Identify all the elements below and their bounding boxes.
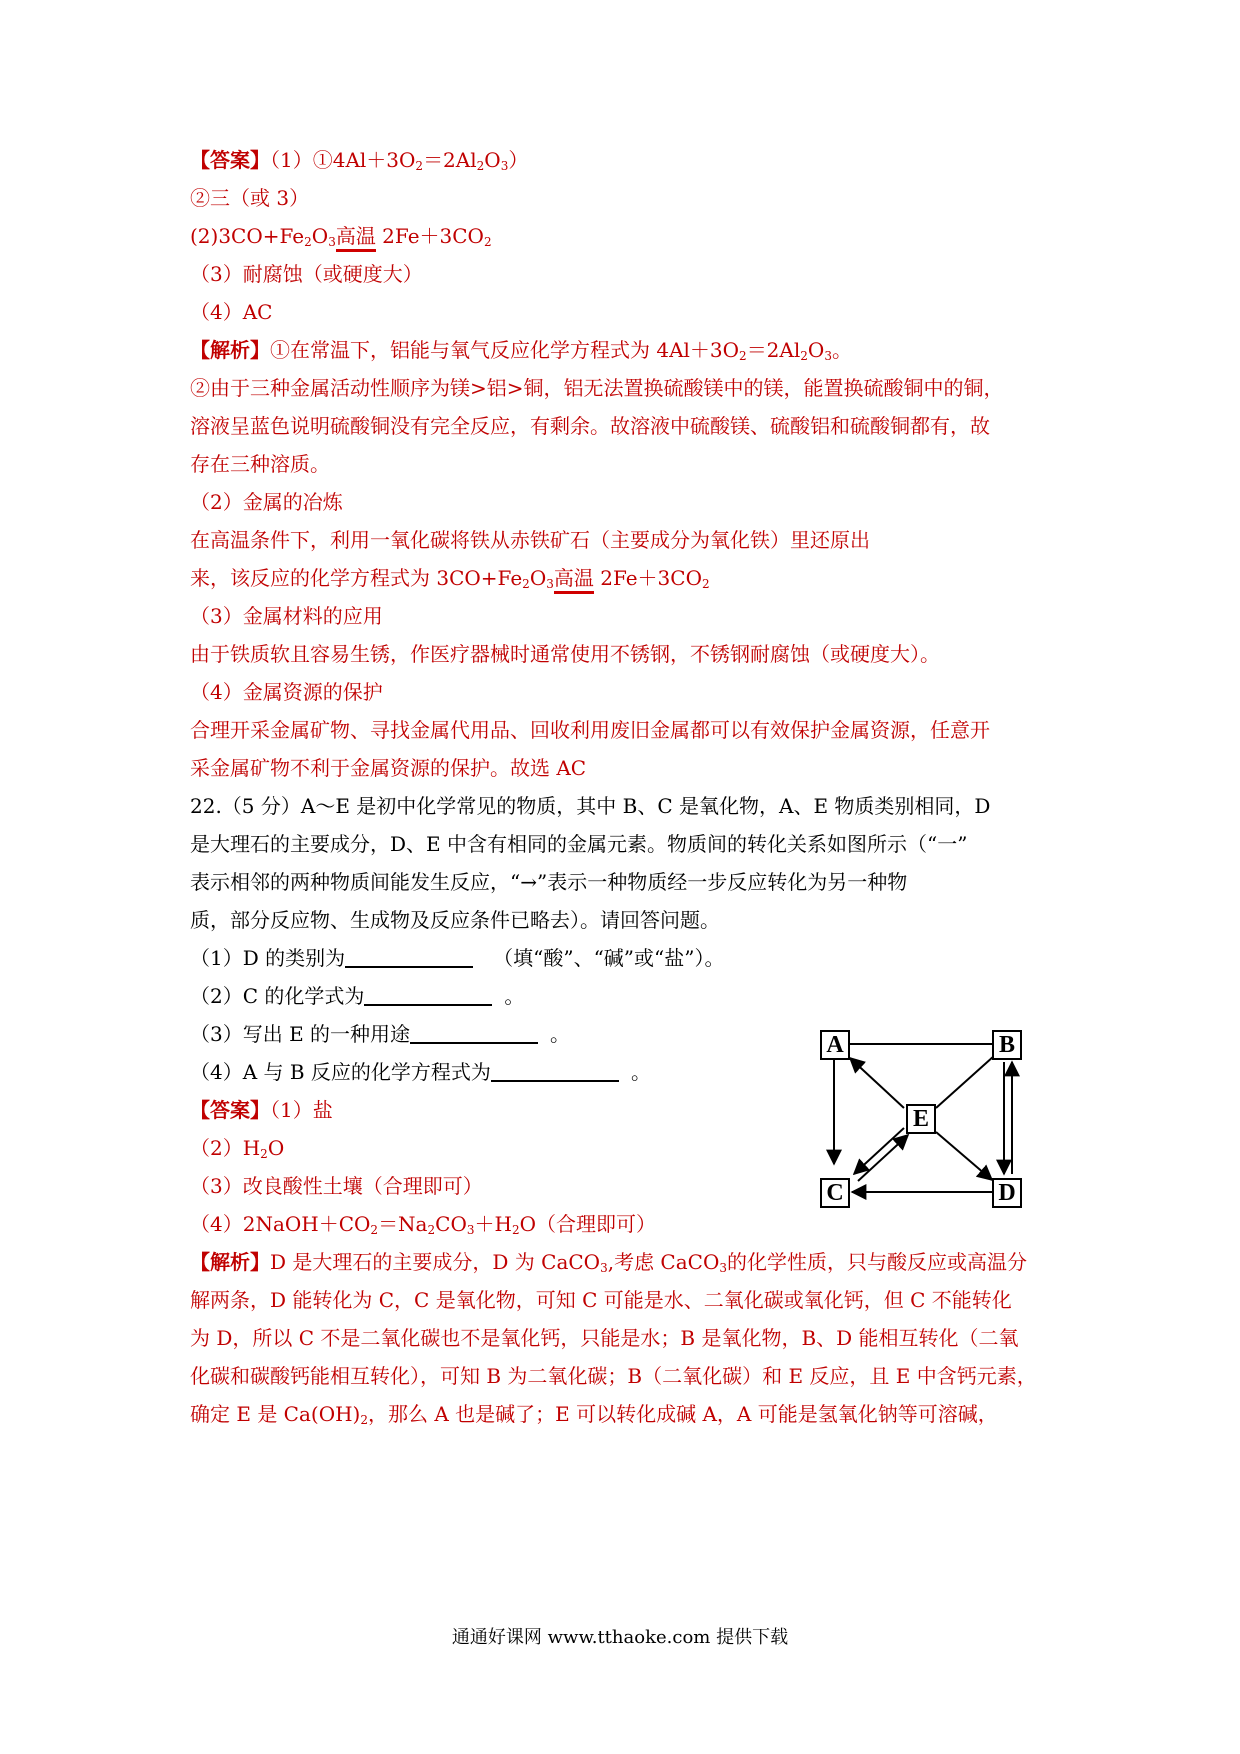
node-c: C xyxy=(820,1178,850,1208)
analysis2-line4: 化碳和碳酸钙能相互转化），可知 B 为二氧化碳；B（二氧化碳）和 E 反应，且 E 中含钙元素， xyxy=(190,1364,1037,1388)
analysis1-line5: （2）金属的冶炼 xyxy=(190,490,343,514)
node-e: E xyxy=(906,1104,936,1134)
line-e-b xyxy=(936,1056,994,1108)
analysis-tag: 【解析】 xyxy=(190,338,270,362)
analysis-tag: 【解析】 xyxy=(190,1250,270,1274)
analysis1-line7: 来，该反应的化学方程式为 $3CO+Fe_2O_3$高温 $2Fe+3CO_2$ xyxy=(190,564,710,592)
question22-sub2: （2）C 的化学式为 。 xyxy=(190,984,525,1008)
answer1-line2: ②三（或 3） xyxy=(190,186,310,210)
answer-blank xyxy=(491,1060,619,1082)
question22-line3: 表示相邻的两种物质间能发生反应，“→”表示一种物质经一步反应转化为另一种物 xyxy=(190,870,908,894)
analysis2-line2: 解两条，D 能转化为 C，C 是氧化物，可知 C 可能是水、二氧化碳或氧化钙，但 C 不能转化 xyxy=(190,1288,1012,1312)
answer-tag: 【答案】 xyxy=(190,1098,270,1122)
analysis2-line3: 为 D，所以 C 不是二氧化碳也不是氧化钙，只能是水；B 是氧化物，B、D 能相互转化（二氧 xyxy=(190,1326,1019,1350)
question22-sub3: （3）写出 E 的一种用途 。 xyxy=(190,1022,571,1046)
analysis1-line1: 【解析】①在常温下，铝能与氧气反应化学方程式为 $4Al+3O_2=2Al_2O_3$。 xyxy=(190,338,852,363)
arrow-e-a xyxy=(850,1058,904,1108)
node-d: D xyxy=(992,1178,1022,1208)
question22-sub1: （1）D 的类别为 （填“酸”、“碱”或“盐”）。 xyxy=(190,946,725,970)
analysis1-line4: 存在三种溶质。 xyxy=(190,452,330,476)
answer1-line5: （4）AC xyxy=(190,300,273,324)
analysis1-line12: 采金属矿物不利于金属资源的保护。故选 AC xyxy=(190,756,587,780)
node-b: B xyxy=(992,1030,1022,1060)
arrow-e-d xyxy=(936,1132,992,1180)
answer2-line3: （3）改良酸性土壤（合理即可） xyxy=(190,1174,483,1198)
answer-blank xyxy=(410,1022,538,1044)
analysis1-line10: （4）金属资源的保护 xyxy=(190,680,383,704)
answer1-line1: 【答案】$(1)①4Al+3O_2=2Al_2O_3$） xyxy=(190,148,529,173)
question22-line1: 22.（5 分）A～E 是初中化学常见的物质，其中 B、C 是氧化物，A、E 物质类别相同，D xyxy=(190,794,991,818)
analysis1-line3: 溶液呈蓝色说明硫酸铜没有完全反应，有剩余。故溶液中硫酸镁、硫酸铝和硫酸铜都有，故 xyxy=(190,414,990,438)
reaction-condition: 高温 xyxy=(336,224,376,252)
arrow-e-c xyxy=(854,1128,904,1174)
question22-line2: 是大理石的主要成分，D、E 中含有相同的金属元素。物质间的转化关系如图所示（“一” xyxy=(190,832,968,856)
analysis1-line11: 合理开采金属矿物、寻找金属代用品、回收利用废旧金属都可以有效保护金属资源，任意开 xyxy=(190,718,990,742)
answer-blank xyxy=(364,984,492,1006)
analysis1-line6: 在高温条件下，利用一氧化碳将铁从赤铁矿石（主要成分为氧化铁）里还原出 xyxy=(190,528,870,552)
answer1-line3: $(2)3CO+Fe_2O_3$高温 $2Fe+3CO_2$ xyxy=(190,222,492,250)
answer2-line2: $(2)H_2O$ xyxy=(190,1136,285,1161)
question22-sub4: （4）A 与 B 反应的化学方程式为 。 xyxy=(190,1060,651,1084)
question22-line4: 质，部分反应物、生成物及反应条件已略去）。请回答问题。 xyxy=(190,908,720,932)
analysis2-line5: 确定 E 是 $Ca(OH)_2$，那么 A 也是碱了；E 可以转化成碱 A，A 可能是氢氧化钠等可溶碱， xyxy=(190,1402,998,1427)
answer2-line4: $(4)2NaOH+CO_2=Na_2CO_3+H_2O$（合理即可） xyxy=(190,1212,656,1237)
page-footer: 通通好课网 www.tthaoke.com 提供下载 xyxy=(451,1627,789,1648)
reaction-condition: 高温 xyxy=(554,566,594,594)
analysis1-line9: 由于铁质软且容易生锈，作医疗器械时通常使用不锈钢，不锈钢耐腐蚀（或硬度大）。 xyxy=(190,642,940,666)
analysis2-line1: 【解析】D 是大理石的主要成分，D 为 CaCO$_3$,考虑 CaCO$_3$的化学性质，只与酸反应或高温分 xyxy=(190,1250,1027,1275)
answer-blank xyxy=(345,946,473,968)
answer1-line4: （3）耐腐蚀（或硬度大） xyxy=(190,262,423,286)
node-a: A xyxy=(820,1030,850,1060)
reaction-diagram xyxy=(818,1028,1028,1208)
answer2-line1: 【答案】（1）盐 xyxy=(190,1098,333,1122)
arrow-c-e xyxy=(858,1135,908,1181)
analysis1-line8: （3）金属材料的应用 xyxy=(190,604,383,628)
answer-tag: 【答案】 xyxy=(190,148,270,172)
analysis1-line2: ②由于三种金属活动性顺序为镁>铝>铜，铝无法置换硫酸镁中的镁，能置换硫酸铜中的铜， xyxy=(190,376,1004,400)
